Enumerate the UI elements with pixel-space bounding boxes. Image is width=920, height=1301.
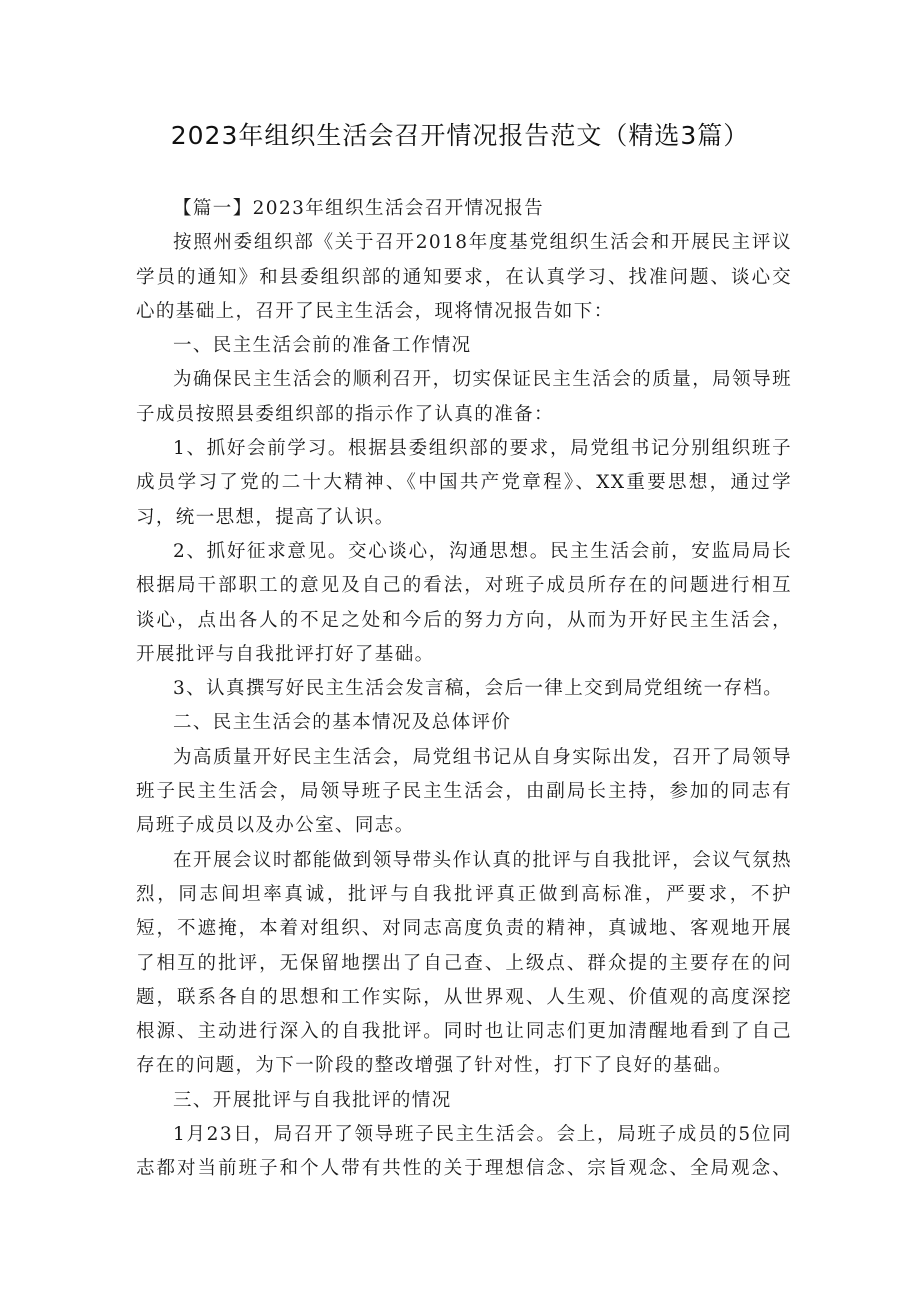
section-heading: 【篇一】2023年组织生活会召开情况报告 — [173, 198, 545, 219]
section-heading: 三、开展批评与自我批评的情况 — [173, 1089, 452, 1111]
section-heading: 二、民主生活会的基本情况及总体评价 — [173, 712, 512, 734]
paragraph: 按照州委组织部《关于召开2018年度基党组织生活会和开展民主评议学员的通知》和县委组织部的通知要求，在认真学习、找准问题、谈心交心的基础上，召开了民主生活会，现将情况报告如下： — [136, 232, 792, 322]
paragraph: 1、抓好会前学习。根据县委组织部的要求，局党组书记分别组织班子成员学习了党的二十大精神、《中国共产党章程》、XX重要思想，通过学习，统一思想，提高了认识。 — [136, 438, 792, 528]
paragraph: 为确保民主生活会的顺利召开，切实保证民主生活会的质量，局领导班子成员按照县委组织部的指示作了认真的准备： — [136, 369, 792, 425]
paragraph: 为高质量开好民主生活会，局党组书记从自身实际出发，召开了局领导班子民主生活会，局领导班子民主生活会，由副局长主持，参加的同志有局班子成员以及办公室、同志。 — [136, 746, 792, 837]
paragraph: 1月23日，局召开了领导班子民主生活会。会上，局班子成员的5位同志都对当前班子和个人带有共性的关于理想信念、宗旨观念、全局观念、 — [136, 1124, 792, 1180]
section-heading: 一、民主生活会前的准备工作情况 — [173, 335, 472, 357]
paragraph: 在开展会议时都能做到领导带头作认真的批评与自我批评，会议气氛热烈，同志间坦率真诚，批评与自我批评真正做到高标准，严要求，不护短，不遮掩，本着对组织、对同志高度负责的精神，真诚地、客观地开展了相互的批评，无保留地摆出了自己查、上级点、群众提的主要存在的问题，联系各自的思想和工作实际，从世界观、人生观、价值观的高度深挖根源、主动进行深入的自我批评。同时也让同志们更加清醒地看到了自己存在的问题，为下一阶段的整改增强了针对性，打下了良好的基础。 — [136, 849, 792, 1077]
paragraph: 3、认真撰写好民主生活会发言稿，会后一律上交到局党组统一存档。 — [173, 678, 784, 700]
document-title: 2023年组织生活会召开情况报告范文（精选3篇） — [170, 121, 750, 150]
document-body — [136, 192, 792, 1187]
paragraph: 2、抓好征求意见。交心谈心，沟通思想。民主生活会前，安监局局长根据局干部职工的意见及自己的看法，对班子成员所存在的问题进行相互谈心，点出各人的不足之处和今后的努力方向，从而为开好民主生活会，开展批评与自我批评打好了基础。 — [136, 540, 792, 665]
